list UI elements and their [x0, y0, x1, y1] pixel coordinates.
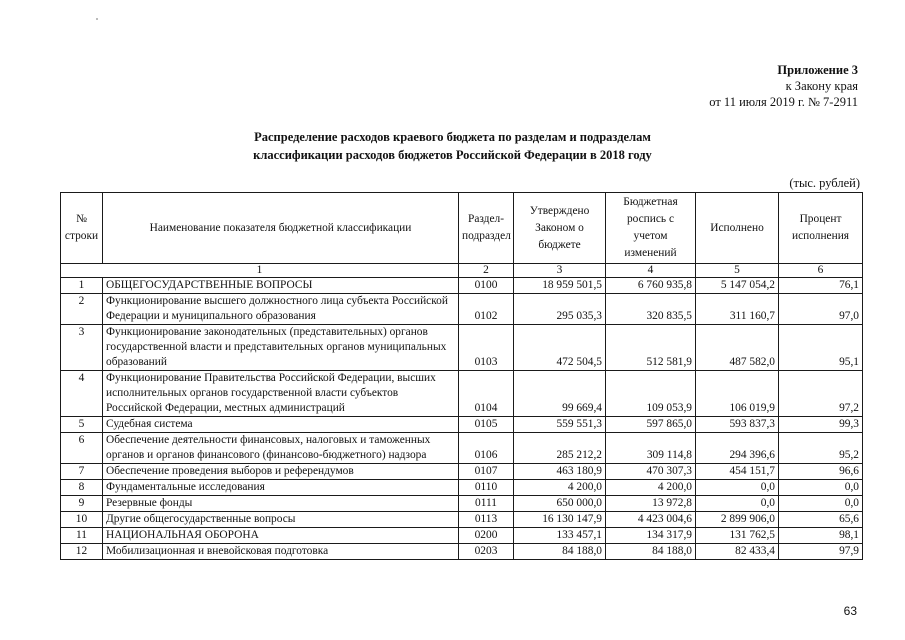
executed-cell: 593 837,3	[696, 417, 779, 433]
approved-cell: 559 551,3	[514, 417, 606, 433]
section-code-cell: 0100	[459, 278, 514, 294]
approved-cell: 295 035,3	[514, 294, 606, 325]
executed-cell: 82 433,4	[696, 544, 779, 560]
row-number-cell: 8	[61, 480, 103, 496]
appendix-number: Приложение 3	[777, 63, 858, 77]
indicator-name-cell: Обеспечение проведения выборов и референдумов	[103, 464, 459, 480]
budget-schedule-cell: 470 307,3	[606, 464, 696, 480]
title-line-1: Распределение расходов краевого бюджета по разделам и подразделам	[254, 130, 651, 144]
budget-schedule-cell: 13 972,8	[606, 496, 696, 512]
budget-schedule-cell: 597 865,0	[606, 417, 696, 433]
row-number-cell: 6	[61, 433, 103, 464]
row-number-cell: 11	[61, 528, 103, 544]
indicator-name-cell: Другие общегосударственные вопросы	[103, 512, 459, 528]
section-code-cell: 0203	[459, 544, 514, 560]
table-row	[61, 417, 863, 433]
table-row	[61, 325, 863, 371]
row-number-cell: 10	[61, 512, 103, 528]
section-code-cell: 0107	[459, 464, 514, 480]
approved-cell: 4 200,0	[514, 480, 606, 496]
row-number-cell: 12	[61, 544, 103, 560]
indicator-name-cell: Функционирование Правительства Российской Федерации, высших исполнительных органов государственной власти субъектов Российской Федерации, местных администраций	[103, 371, 459, 417]
row-number-cell: 7	[61, 464, 103, 480]
percent-cell: 99,3	[779, 417, 863, 433]
header-approved: Утверждено Законом о бюджете	[514, 193, 606, 264]
section-code-cell: 0113	[459, 512, 514, 528]
row-number-cell: 1	[61, 278, 103, 294]
budget-schedule-cell: 84 188,0	[606, 544, 696, 560]
appendix-date: от 11 июля 2019 г. № 7-2911	[709, 95, 858, 109]
row-number-cell: 5	[61, 417, 103, 433]
column-number: 1	[61, 264, 459, 278]
section-code-cell: 0105	[459, 417, 514, 433]
header-row	[61, 193, 863, 264]
table-row	[61, 544, 863, 560]
table-row	[61, 512, 863, 528]
budget-schedule-cell: 6 760 935,8	[606, 278, 696, 294]
scan-speck	[96, 18, 98, 20]
executed-cell: 294 396,6	[696, 433, 779, 464]
unit-label: (тыс. рублей)	[789, 176, 860, 190]
section-code-cell: 0110	[459, 480, 514, 496]
executed-cell: 487 582,0	[696, 325, 779, 371]
approved-cell: 285 212,2	[514, 433, 606, 464]
document-title	[0, 128, 905, 164]
approved-cell: 133 457,1	[514, 528, 606, 544]
indicator-name-cell: Функционирование высшего должностного лица субъекта Российской Федерации и муниципального образования	[103, 294, 459, 325]
appendix-reference	[709, 62, 858, 110]
percent-cell: 76,1	[779, 278, 863, 294]
column-numbers-row	[61, 264, 863, 278]
table-row	[61, 433, 863, 464]
percent-cell: 96,6	[779, 464, 863, 480]
budget-schedule-cell: 134 317,9	[606, 528, 696, 544]
budget-schedule-cell: 512 581,9	[606, 325, 696, 371]
header-section-code: Раздел-подраздел	[459, 193, 514, 264]
section-code-cell: 0200	[459, 528, 514, 544]
table-row	[61, 278, 863, 294]
section-code-cell: 0104	[459, 371, 514, 417]
approved-cell: 463 180,9	[514, 464, 606, 480]
row-number-cell: 4	[61, 371, 103, 417]
table-row	[61, 496, 863, 512]
header-percent: Процент исполнения	[779, 193, 863, 264]
row-number-cell: 3	[61, 325, 103, 371]
percent-cell: 0,0	[779, 496, 863, 512]
indicator-name-cell: Фундаментальные исследования	[103, 480, 459, 496]
indicator-name-cell: Обеспечение деятельности финансовых, налоговых и таможенных органов и органов финансового (финансово-бюджетного) надзора	[103, 433, 459, 464]
table-row	[61, 464, 863, 480]
indicator-name-cell: НАЦИОНАЛЬНАЯ ОБОРОНА	[103, 528, 459, 544]
header-row-number: № строки	[61, 193, 103, 264]
executed-cell: 131 762,5	[696, 528, 779, 544]
approved-cell: 18 959 501,5	[514, 278, 606, 294]
header-indicator-name: Наименование показателя бюджетной классификации	[103, 193, 459, 264]
column-number: 5	[696, 264, 779, 278]
column-number: 2	[459, 264, 514, 278]
page-number: 63	[843, 604, 857, 618]
header-executed: Исполнено	[696, 193, 779, 264]
table-row	[61, 294, 863, 325]
column-number: 6	[779, 264, 863, 278]
header-budget-schedule: Бюджетная роспись с учетом изменений	[606, 193, 696, 264]
percent-cell: 98,1	[779, 528, 863, 544]
table-row	[61, 480, 863, 496]
executed-cell: 2 899 906,0	[696, 512, 779, 528]
indicator-name-cell: Судебная система	[103, 417, 459, 433]
percent-cell: 97,9	[779, 544, 863, 560]
column-number: 3	[514, 264, 606, 278]
table-row	[61, 528, 863, 544]
indicator-name-cell: Мобилизационная и вневойсковая подготовка	[103, 544, 459, 560]
column-number: 4	[606, 264, 696, 278]
budget-schedule-cell: 4 200,0	[606, 480, 696, 496]
budget-table	[60, 192, 863, 560]
title-line-2: классификации расходов бюджетов Российской Федерации в 2018 году	[253, 148, 652, 162]
executed-cell: 311 160,7	[696, 294, 779, 325]
indicator-name-cell: ОБЩЕГОСУДАРСТВЕННЫЕ ВОПРОСЫ	[103, 278, 459, 294]
row-number-cell: 9	[61, 496, 103, 512]
approved-cell: 472 504,5	[514, 325, 606, 371]
indicator-name-cell: Функционирование законодательных (представительных) органов государственной власти и представительных органов муниципальных образований	[103, 325, 459, 371]
appendix-law: к Закону края	[785, 79, 858, 93]
table-row	[61, 371, 863, 417]
percent-cell: 65,6	[779, 512, 863, 528]
approved-cell: 650 000,0	[514, 496, 606, 512]
row-number-cell: 2	[61, 294, 103, 325]
section-code-cell: 0106	[459, 433, 514, 464]
percent-cell: 97,2	[779, 371, 863, 417]
approved-cell: 16 130 147,9	[514, 512, 606, 528]
section-code-cell: 0103	[459, 325, 514, 371]
executed-cell: 5 147 054,2	[696, 278, 779, 294]
executed-cell: 0,0	[696, 480, 779, 496]
budget-schedule-cell: 309 114,8	[606, 433, 696, 464]
executed-cell: 106 019,9	[696, 371, 779, 417]
section-code-cell: 0102	[459, 294, 514, 325]
budget-schedule-cell: 4 423 004,6	[606, 512, 696, 528]
percent-cell: 97,0	[779, 294, 863, 325]
section-code-cell: 0111	[459, 496, 514, 512]
approved-cell: 99 669,4	[514, 371, 606, 417]
budget-schedule-cell: 109 053,9	[606, 371, 696, 417]
indicator-name-cell: Резервные фонды	[103, 496, 459, 512]
percent-cell: 95,1	[779, 325, 863, 371]
budget-schedule-cell: 320 835,5	[606, 294, 696, 325]
percent-cell: 95,2	[779, 433, 863, 464]
approved-cell: 84 188,0	[514, 544, 606, 560]
executed-cell: 454 151,7	[696, 464, 779, 480]
executed-cell: 0,0	[696, 496, 779, 512]
percent-cell: 0,0	[779, 480, 863, 496]
